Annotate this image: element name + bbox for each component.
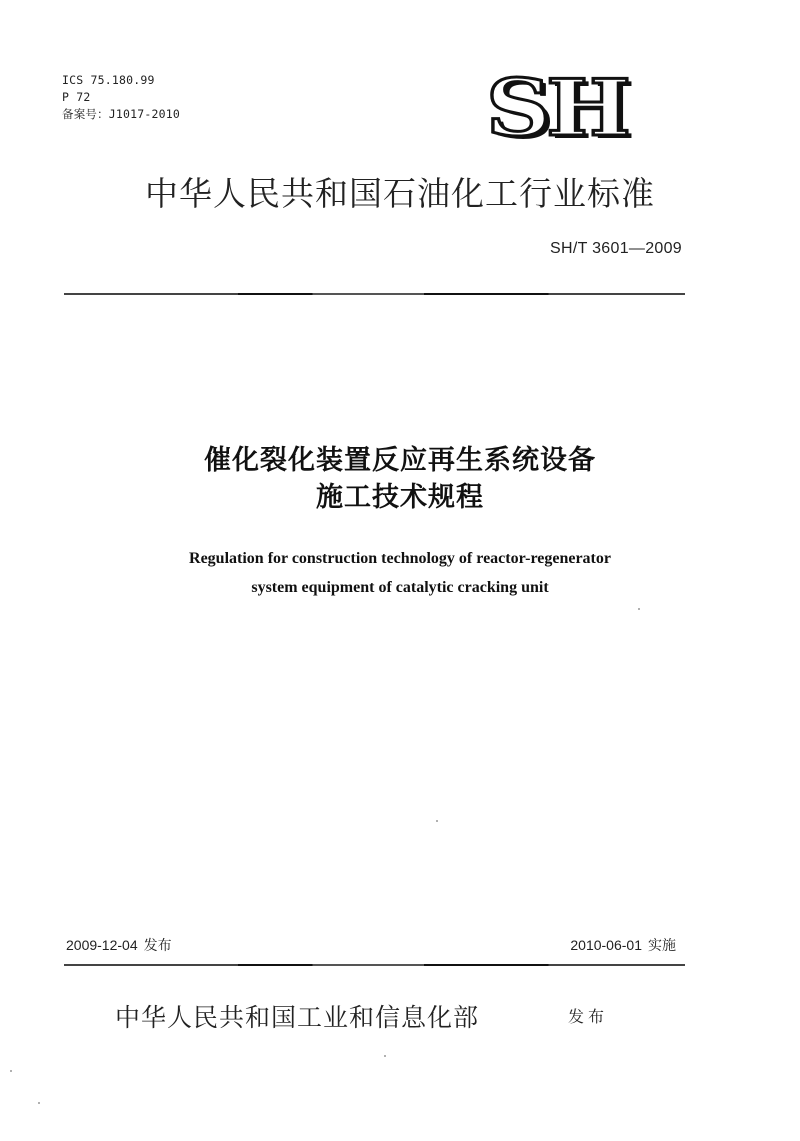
chinese-title-line-2: 施工技术规程: [316, 482, 484, 513]
issuing-action: 发布: [568, 1007, 609, 1026]
sh-logo-text: SH: [486, 63, 627, 154]
standard-metadata: [62, 72, 180, 123]
ccs-code: P 72: [62, 90, 91, 104]
scan-speck: [38, 1102, 40, 1104]
issuing-authority: 中华人民共和国工业和信息化部: [115, 1003, 480, 1032]
bottom-divider: [64, 964, 685, 966]
effective-date-block: [570, 935, 682, 955]
issue-label: 发布: [143, 937, 172, 953]
issue-date-block: [66, 935, 178, 955]
sh-logo: [486, 63, 636, 154]
scan-speck: [436, 820, 438, 822]
chinese-title-line-1: 催化裂化装置反应再生系统设备: [204, 445, 596, 476]
top-divider: [64, 293, 685, 295]
effective-label: 实施: [648, 937, 676, 953]
english-title-line-2: system equipment of catalytic cracking unit: [251, 579, 549, 596]
scan-speck: [384, 1055, 386, 1057]
ics-code: ICS 75.180.99: [62, 73, 155, 87]
issue-date: 2009-12-04: [66, 937, 138, 953]
industry-standard-title: 中华人民共和国石油化工行业标准: [145, 174, 655, 213]
effective-date: 2010-06-01: [570, 937, 642, 953]
filing-number: 备案号：J1017-2010: [62, 107, 181, 121]
scan-speck: [10, 1070, 12, 1072]
english-title-line-1: Regulation for construction technology of reactor-regenerator: [189, 550, 611, 567]
standard-number: SH/T 3601—2009: [550, 240, 682, 257]
scan-speck: [638, 608, 640, 610]
